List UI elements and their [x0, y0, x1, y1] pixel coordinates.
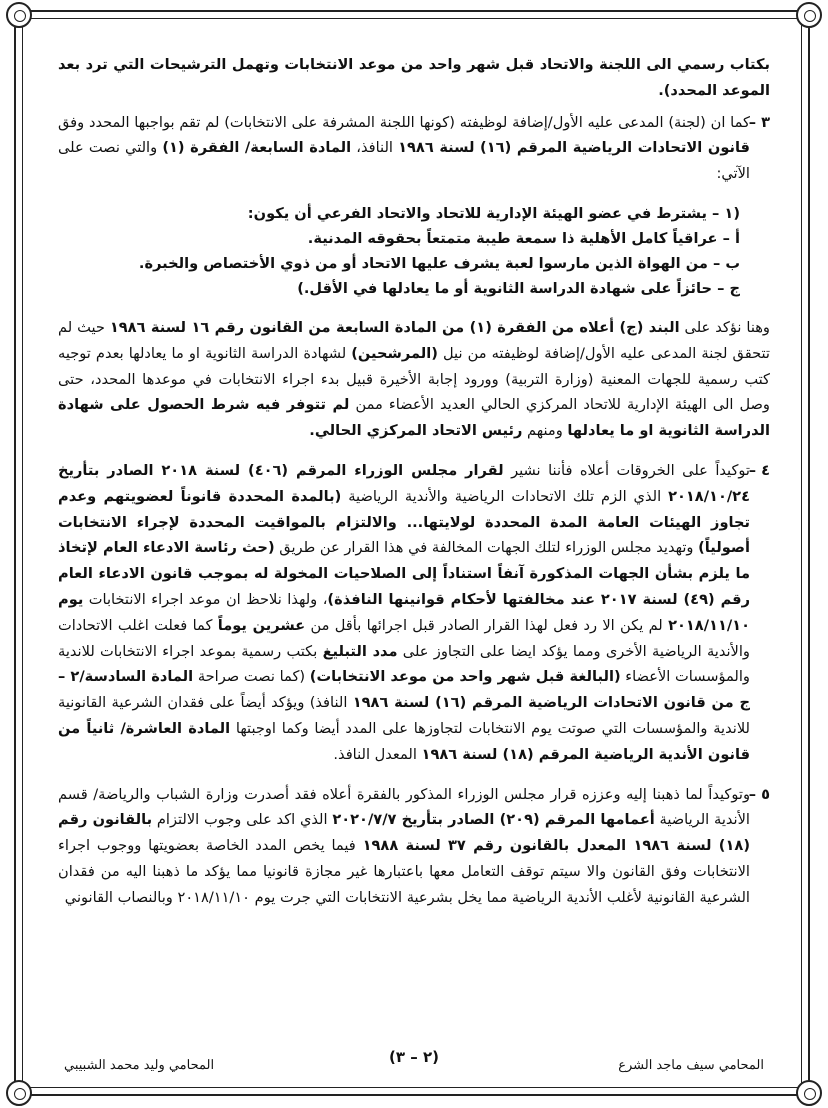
paragraph-number: ٣ – [748, 113, 770, 131]
quote-line: أ – عراقياً كامل الأهلية ذا سمعة طيبة متمتعاً بحقوقه المدنية. [307, 229, 740, 247]
page-number: (٢ – ٣) [389, 1048, 439, 1066]
paragraph-number: ٤ – [748, 461, 770, 479]
paragraph-3-text: كما ان (لجنة) المدعى عليه الأول/إضافة لوظيفته (كونها اللجنة المشرفة على الانتخابات) لم تقم بواجبها المحدد وفق قانون الاتحادات الرياضية المرقم (١٦) لسنة ١٩٨٦ النافذ، المادة السابعة/ الفقرة (١) والتي نصت على الآتي: [58, 113, 750, 183]
paragraph-5-text: وتوكيداً لما ذهبنا إليه وعززه قرار مجلس الوزراء المذكور بالفقرة أعلاه فقد أصدرت وزارة الشباب والرياضة/ قسم الأندية الرياضية أعمامها المرقم (٢٠٩) الصادر بتأريخ ٢٠٢٠/٧/٧ الذي اكد على وجوب الالتزام بالقانون رقم (١٨) لسنة ١٩٨٦ المعدل بالقانون رقم ٣٧ لسنة ١٩٨٨ فيما يخص المدد الخاصة بعضويتها ووجوب اجراء الانتخابات وفق القانون والا سيتم توقف التعامل معها باعتبارها غير مجازة قانونيا مما يؤكد ما ذهبنا اليه من فقدان الشرعية القانونية لأغلب الأندية الرياضية مما يخل بشرعية الانتخابات التي جرت يوم ٢٠١٨/١١/١٠ وبالنصاب القانوني [58, 785, 750, 906]
law-quote [58, 201, 770, 301]
quote-line: (١ – يشترط في عضو الهيئة الإدارية للاتحاد والاتحاد الفرعي أن يكون: [247, 204, 740, 222]
paragraph-number: ٥ – [748, 785, 770, 803]
quote-line: ج – حائزاً على شهادة الدراسة الثانوية أو ما يعادلها في الأقل.) [297, 279, 740, 297]
document-body [58, 52, 770, 1037]
paragraph-4 [58, 458, 770, 768]
corner-ornament [796, 2, 822, 28]
signature-right: المحامي سيف ماجد الشرع [618, 1058, 764, 1073]
signature-left: المحامي وليد محمد الشبيبي [64, 1058, 215, 1073]
corner-ornament [6, 1080, 32, 1106]
intro-paragraph: بكتاب رسمي الى اللجنة والاتحاد قبل شهر واحد من موعد الانتخابات وتهمل الترشيحات التي ترد بعد الموعد المحدد). [58, 56, 770, 99]
corner-ornament [796, 1080, 822, 1106]
quote-line: ب – من الهواة الذين مارسوا لعبة يشرف عليها الاتحاد أو من ذوي الأختصاص والخبرة. [138, 254, 740, 272]
confirm-paragraph: وهنا نؤكد على البند (ج) أعلاه من الفقرة (١) من المادة السابعة من القانون رقم ١٦ لسنة ١٩٨٦ حيث لم تتحقق لجنة المدعى عليه الأول/إضافة لوظيفته من نيل (المرشحين) لشهادة الدراسة الثانوية او ما يعادلها بعدم توجيه كتب رسمية للجهات المعنية (وزارة التربية) وورود إجابة الأخيرة قبيل بدء اجراء الانتخابات في موعدها المحدد، حتى وصل الى الهيئة الإدارية للاتحاد المركزي الحالي العديد الأعضاء ممن لم تتوفر فيه شرط الحصول على شهادة الدراسة الثانوية او ما يعادلها ومنهم رئيس الاتحاد المركزي الحالي. [58, 318, 770, 440]
paragraph-3 [58, 110, 770, 187]
page-footer [58, 1044, 770, 1084]
corner-ornament [6, 2, 32, 28]
paragraph-5 [58, 782, 770, 911]
paragraph-4-text: توكيداً على الخروقات أعلاه فأننا نشير لقرار مجلس الوزراء المرقم (٤٠٦) لسنة ٢٠١٨ الصادر بتأريخ ٢٠١٨/١٠/٢٤ الذي الزم تلك الاتحادات الرياضية والأندية الرياضية (بالمدة المحددة قانوناً لعضويتهم وعدم تجاوز الهيئات العامة المدة المحددة لولايتها... والالتزام بالمواقيت المحددة لإجراء الانتخابات أصولياً) وتهديد مجلس الوزراء لتلك الجهات المخالفة في هذا القرار عن طريق (حث رئاسة الادعاء العام لإتخاذ ما يلزم بشأن الجهات المذكورة آنفاً استناداً إلى الصلاحيات المخولة له بموجب قانون الادعاء العام رقم (٤٩) لسنة ٢٠١٧ عند مخالفتها لأحكام قوانينها النافذة)، ولهذا نلاحظ ان موعد اجراء الانتخابات يوم ٢٠١٨/١١/١٠ لم يكن الا رد فعل لهذا القرار الصادر قبل اجرائها بأقل من عشرين يوماً كما فعلت اغلب الاتحادات والأندية الرياضية الأخرى ومما يؤكد ايضا على التجاوز على مدد التبليغ بكتب رسمية بموعد اجراء الانتخابات للاندية والمؤسسات الأعضاء (البالغة قبل شهر واحد من موعد الانتخابات) (كما نصت صراحة المادة السادسة/٢ – ج من قانون الاتحادات الرياضية المرقم (١٦) لسنة ١٩٨٦ النافذ) ويؤكد أيضاً على فقدان الشرعية القانونية للاندية والمؤسسات التي صوتت يوم الانتخابات لتجاوزها على المدد أيضا وكما اوجبتها المادة العاشرة/ ثانياً من قانون الأندية الرياضية المرقم (١٨) لسنة ١٩٨٦ المعدل النافذ. [58, 461, 750, 763]
